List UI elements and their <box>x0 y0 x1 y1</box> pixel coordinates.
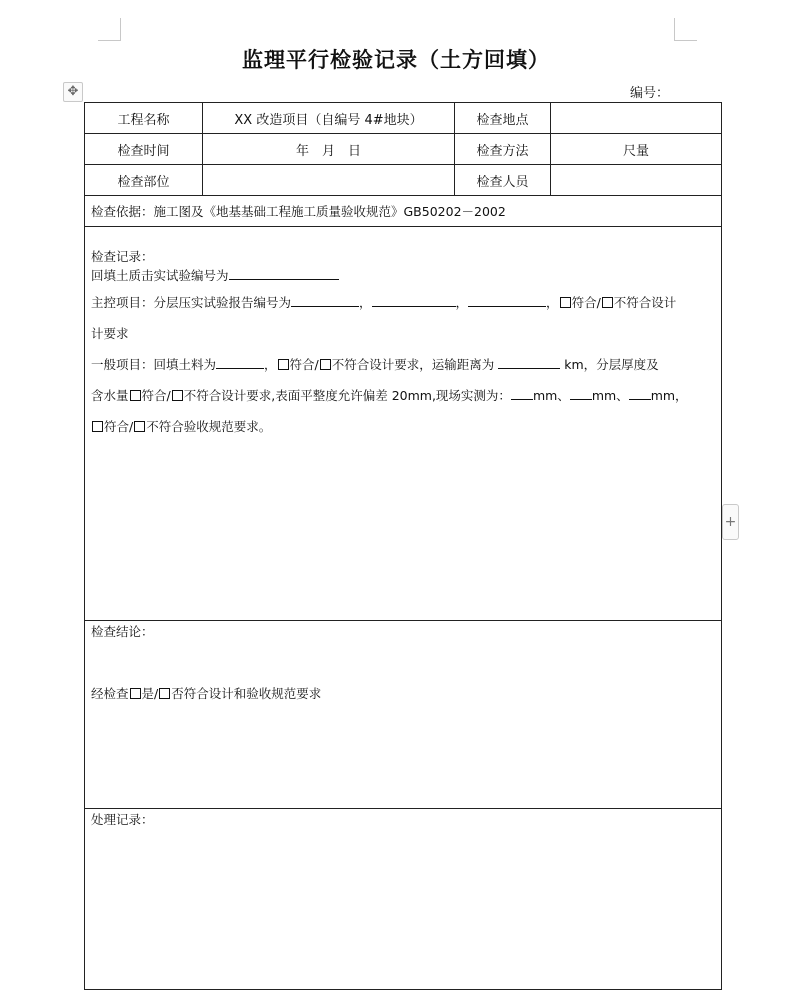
record-line-compaction <box>91 266 715 285</box>
form-row-part <box>85 165 722 196</box>
checkbox-conclusion-no[interactable] <box>159 688 170 699</box>
conform-label: 符合 <box>141 388 167 403</box>
form-row-processing <box>85 809 722 990</box>
separator-text: 、 <box>616 388 629 403</box>
comma-text: ， <box>546 295 559 310</box>
measured-blank-2[interactable] <box>570 387 592 400</box>
measured-blank-1[interactable] <box>511 387 533 400</box>
checkbox-not-conform-main[interactable] <box>602 297 613 308</box>
inspection-method-value[interactable]: 尺量 <box>551 134 722 165</box>
inspection-method-label: 检查方法 <box>455 134 551 165</box>
inspector-label: 检查人员 <box>455 165 551 196</box>
document-title: 监理平行检验记录（土方回填） <box>242 47 550 72</box>
compaction-test-label: 回填土质击实试验编号为 <box>91 268 229 283</box>
inspection-form-table <box>84 102 722 990</box>
not-conform-design-label: 不符合设计 <box>613 295 677 310</box>
inspection-part-label: 检查部位 <box>85 165 203 196</box>
checkbox-not-conform-moisture[interactable] <box>172 390 183 401</box>
main-items-label: 主控项目：分层压实试验报告编号为 <box>91 295 292 310</box>
conclusion-tail: 否符合设计和验收规范要求 <box>171 686 322 701</box>
checkbox-conform-acceptance[interactable] <box>92 421 103 432</box>
inspection-conclusion-cell[interactable] <box>85 621 722 809</box>
checkbox-conclusion-yes[interactable] <box>130 688 141 699</box>
inspection-time-label: 检查时间 <box>85 134 203 165</box>
layer-report-blank-2[interactable] <box>372 294 456 307</box>
measured-blank-3[interactable] <box>629 387 651 400</box>
slash-text: / <box>166 388 171 403</box>
record-line-main-items <box>91 287 715 318</box>
mm-unit: mm <box>591 388 617 403</box>
general-items-label: 一般项目：回填土料为 <box>91 357 217 372</box>
slash-text: / <box>596 295 601 310</box>
project-name-value[interactable]: XX 改造项目（自编号 4#地块） <box>203 103 455 134</box>
processing-record-cell[interactable] <box>85 809 722 990</box>
form-row-conclusion <box>85 621 722 809</box>
acceptance-tail-label: 不符合验收规范要求。 <box>146 419 272 434</box>
transport-distance-label: 不符合设计要求，运输距离为 <box>331 357 495 372</box>
inspection-location-value[interactable] <box>551 103 722 134</box>
comma-text: ， <box>455 295 469 310</box>
slash-text: / <box>154 686 159 701</box>
checkbox-not-conform-acceptance[interactable] <box>134 421 145 432</box>
record-line-design-tail: 计要求 <box>91 326 129 341</box>
moisture-label: 含水量 <box>91 388 129 403</box>
serial-number-label: 编号： <box>630 86 670 101</box>
inspection-part-value[interactable] <box>203 165 455 196</box>
conclusion-prefix: 经检查 <box>91 686 129 701</box>
compaction-test-blank[interactable] <box>229 267 339 280</box>
comma-text: ， <box>264 357 277 372</box>
page-corner-mark-top-left <box>98 18 121 41</box>
inspection-time-value[interactable]: 年 月 日 <box>203 134 455 165</box>
comma-text: ， <box>675 388 688 403</box>
transport-distance-blank[interactable] <box>498 356 560 369</box>
form-row-project <box>85 103 722 134</box>
conclusion-heading: 检查结论： <box>91 624 154 639</box>
yes-label: 是 <box>141 686 155 701</box>
fill-material-blank[interactable] <box>216 356 264 369</box>
conform-label: 符合 <box>104 419 130 434</box>
mm-unit: mm <box>532 388 558 403</box>
record-line-acceptance <box>91 411 715 442</box>
checkbox-not-conform-general[interactable] <box>320 359 331 370</box>
conform-label: 符合 <box>571 295 597 310</box>
slash-text: / <box>314 357 319 372</box>
conclusion-text <box>91 685 715 703</box>
comma-text: ， <box>359 295 372 310</box>
record-heading: 检查记录： <box>91 249 154 264</box>
record-line-moisture <box>91 380 715 411</box>
inspection-basis-text: 检查依据：施工图及《地基基础工程施工质量验收规范》GB50202－2002 <box>85 196 722 227</box>
page-corner-mark-top-right <box>674 18 697 41</box>
form-row-record <box>85 227 722 621</box>
conform-label: 符合 <box>289 357 315 372</box>
project-name-label: 工程名称 <box>85 103 203 134</box>
layer-report-blank-3[interactable] <box>468 294 546 307</box>
separator-text: 、 <box>557 388 570 403</box>
table-move-handle-icon[interactable]: ✥ <box>63 82 83 102</box>
layer-report-blank-1[interactable] <box>291 294 359 307</box>
inspector-value[interactable] <box>551 165 722 196</box>
checkbox-conform-main[interactable] <box>560 297 571 308</box>
slash-text: / <box>129 419 134 434</box>
km-layer-thickness-label: km，分层厚度及 <box>564 357 659 372</box>
flatness-label: 不符合设计要求,表面平整度允许偏差 20mm,现场实测为： <box>183 388 511 403</box>
inspection-location-label: 检查地点 <box>455 103 551 134</box>
checkbox-conform-moisture[interactable] <box>130 390 141 401</box>
form-row-time <box>85 134 722 165</box>
inspection-record-cell[interactable] <box>85 227 722 621</box>
processing-heading: 处理记录： <box>91 812 154 827</box>
record-line-general-items <box>91 349 715 380</box>
mm-unit: mm <box>650 388 676 403</box>
add-column-plus-icon[interactable]: + <box>722 504 739 540</box>
checkbox-conform-general[interactable] <box>278 359 289 370</box>
form-row-basis <box>85 196 722 227</box>
